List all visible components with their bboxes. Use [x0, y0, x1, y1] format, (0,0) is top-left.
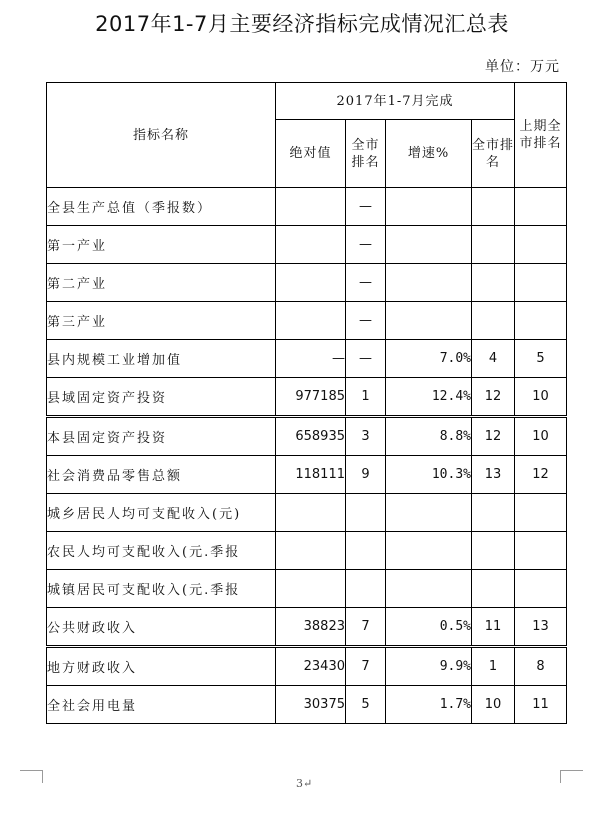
growth-rate-cell	[386, 226, 472, 264]
city-rank-cell: —	[346, 302, 386, 340]
absolute-value-cell	[276, 532, 346, 570]
indicator-name-cell: 地方财政收入	[47, 647, 276, 686]
prev-city-rank-cell: 11	[515, 686, 567, 724]
prev-city-rank-cell: 10	[515, 417, 567, 456]
growth-rate-cell	[386, 302, 472, 340]
indicator-name-cell: 社会消费品零售总额	[47, 456, 276, 494]
growth-rate-cell	[386, 494, 472, 532]
growth-rate-cell	[386, 264, 472, 302]
indicator-name-cell: 公共财政收入	[47, 608, 276, 647]
city-rank-2-cell	[472, 188, 515, 226]
city-rank-cell: 9	[346, 456, 386, 494]
indicator-name-cell: 县域固定资产投资	[47, 378, 276, 417]
absolute-value-cell: 118111	[276, 456, 346, 494]
city-rank-cell: 1	[346, 378, 386, 417]
absolute-value-cell: 38823	[276, 608, 346, 647]
growth-rate-cell	[386, 532, 472, 570]
city-rank-2-cell: 11	[472, 608, 515, 647]
growth-rate-cell: 0.5%	[386, 608, 472, 647]
city-rank-2-cell	[472, 264, 515, 302]
indicator-name-cell: 第二产业	[47, 264, 276, 302]
indicator-name-cell: 农民人均可支配收入(元.季报	[47, 532, 276, 570]
city-rank-cell: 7	[346, 608, 386, 647]
header-growth-rate: 增速%	[386, 120, 472, 188]
indicator-name-cell: 县内规模工业增加值	[47, 340, 276, 378]
growth-rate-cell: 1.7%	[386, 686, 472, 724]
absolute-value-cell: 977185	[276, 378, 346, 417]
prev-city-rank-cell	[515, 226, 567, 264]
growth-rate-cell: 8.8%	[386, 417, 472, 456]
table-row	[47, 608, 567, 647]
city-rank-cell: —	[346, 226, 386, 264]
city-rank-2-cell	[472, 302, 515, 340]
city-rank-cell	[346, 570, 386, 608]
city-rank-2-cell: 12	[472, 417, 515, 456]
growth-rate-cell	[386, 188, 472, 226]
table-row	[47, 302, 567, 340]
absolute-value-cell	[276, 302, 346, 340]
table-row	[47, 647, 567, 686]
city-rank-2-cell	[472, 570, 515, 608]
indicator-name-cell: 本县固定资产投资	[47, 417, 276, 456]
prev-city-rank-cell: 10	[515, 378, 567, 417]
indicator-table	[46, 82, 567, 724]
city-rank-2-cell: 4	[472, 340, 515, 378]
absolute-value-cell: 23430	[276, 647, 346, 686]
table-row	[47, 264, 567, 302]
prev-city-rank-cell: 13	[515, 608, 567, 647]
table-row	[47, 456, 567, 494]
city-rank-2-cell	[472, 532, 515, 570]
table-row	[47, 378, 567, 417]
indicator-name-cell: 第三产业	[47, 302, 276, 340]
table-row	[47, 532, 567, 570]
absolute-value-cell	[276, 188, 346, 226]
growth-rate-cell: 12.4%	[386, 378, 472, 417]
header-city-rank: 全市排名	[346, 120, 386, 188]
city-rank-2-cell: 12	[472, 378, 515, 417]
table-row	[47, 686, 567, 724]
table-row	[47, 417, 567, 456]
prev-city-rank-cell: 12	[515, 456, 567, 494]
margin-corner-mark	[20, 770, 43, 783]
margin-corner-mark	[560, 770, 583, 783]
city-rank-cell	[346, 494, 386, 532]
header-absolute-value: 绝对值	[276, 120, 346, 188]
header-prev-city-rank: 上期全市排名	[515, 83, 567, 188]
table-row	[47, 226, 567, 264]
city-rank-cell: —	[346, 188, 386, 226]
prev-city-rank-cell: 8	[515, 647, 567, 686]
prev-city-rank-cell	[515, 494, 567, 532]
indicator-name-cell: 全县生产总值（季报数）	[47, 188, 276, 226]
growth-rate-cell: 7.0%	[386, 340, 472, 378]
indicator-name-cell: 城乡居民人均可支配收入(元)	[47, 494, 276, 532]
table-row	[47, 188, 567, 226]
table-row	[47, 494, 567, 532]
absolute-value-cell	[276, 226, 346, 264]
unit-label: 单位：万元	[485, 59, 560, 75]
city-rank-cell: —	[346, 264, 386, 302]
city-rank-2-cell	[472, 226, 515, 264]
table-row	[47, 570, 567, 608]
indicator-name-cell: 全社会用电量	[47, 686, 276, 724]
city-rank-cell: —	[346, 340, 386, 378]
absolute-value-cell: —	[276, 340, 346, 378]
growth-rate-cell: 9.9%	[386, 647, 472, 686]
header-indicator-name: 指标名称	[47, 83, 276, 188]
header-city-rank-2: 全市排名	[472, 120, 515, 188]
city-rank-cell: 5	[346, 686, 386, 724]
table-row	[47, 340, 567, 378]
absolute-value-cell	[276, 570, 346, 608]
city-rank-2-cell: 1	[472, 647, 515, 686]
city-rank-2-cell: 13	[472, 456, 515, 494]
prev-city-rank-cell	[515, 264, 567, 302]
city-rank-cell: 7	[346, 647, 386, 686]
growth-rate-cell: 10.3%	[386, 456, 472, 494]
absolute-value-cell	[276, 264, 346, 302]
prev-city-rank-cell: 5	[515, 340, 567, 378]
page-title: 2017年1-7月主要经济指标完成情况汇总表	[95, 12, 509, 36]
page-number: 3↵	[296, 777, 313, 790]
prev-city-rank-cell	[515, 188, 567, 226]
indicator-name-cell: 第一产业	[47, 226, 276, 264]
city-rank-cell: 3	[346, 417, 386, 456]
absolute-value-cell	[276, 494, 346, 532]
prev-city-rank-cell	[515, 532, 567, 570]
prev-city-rank-cell	[515, 570, 567, 608]
prev-city-rank-cell	[515, 302, 567, 340]
absolute-value-cell: 658935	[276, 417, 346, 456]
city-rank-2-cell: 10	[472, 686, 515, 724]
indicator-name-cell: 城镇居民可支配收入(元.季报	[47, 570, 276, 608]
city-rank-2-cell	[472, 494, 515, 532]
header-period-group: 2017年1-7月完成	[276, 83, 515, 120]
growth-rate-cell	[386, 570, 472, 608]
absolute-value-cell: 30375	[276, 686, 346, 724]
city-rank-cell	[346, 532, 386, 570]
